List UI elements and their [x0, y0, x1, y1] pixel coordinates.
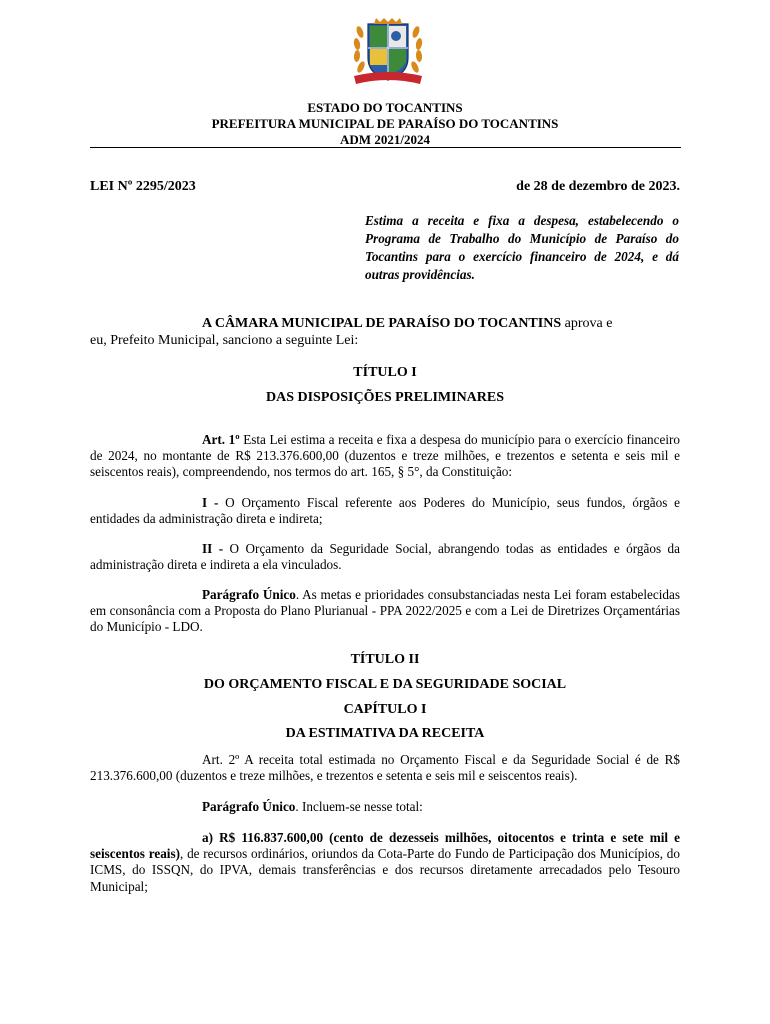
art1-text: Esta Lei estima a receita e fixa a despesa do município para o exercício financeiro de 2024, no montante de R$ 213.376.600,00 (duzentos e treze milhões, e trezentos e setenta e seis mil e seiscentos reais), compreendendo, nos termos do art. 165, § 5°, da Constituição:	[90, 432, 680, 480]
titulo2-subtitle: DO ORÇAMENTO FISCAL E DA SEGURIDADE SOCIAL	[203, 677, 567, 692]
alinea-a-bold: a) R$ 116.837.600,00 (cento de dezesseis milhões, oitocentos e trinta e sete mil e seiscentos reais)	[90, 830, 680, 862]
preamble	[90, 315, 680, 349]
art2-text: Art. 2º A receita total estimada no Orçamento Fiscal e da Seguridade Social é de R$ 213.376.600,00 (duzentos e treze milhões, e trezentos e setenta e seis mil e seiscentos reais).	[90, 752, 680, 784]
capitulo1-heading: CAPÍTULO I	[343, 702, 427, 717]
header-line-adm: ADM 2021/2024	[340, 132, 430, 147]
preamble-text2: eu, Prefeito Municipal, sanciono a seguinte Lei:	[90, 333, 359, 348]
paragrafo1-label: Parágrafo Único	[202, 587, 296, 602]
preamble-bold: A CÂMARA MUNICIPAL DE PARAÍSO DO TOCANTINS	[202, 316, 562, 331]
art1-paragraph	[90, 432, 680, 481]
art2-paragraph	[90, 752, 680, 784]
alinea-a-paragraph	[90, 830, 680, 895]
inciso1-label: I -	[202, 495, 219, 510]
paragrafo2-label: Parágrafo Único	[202, 799, 296, 814]
header-line-state: ESTADO DO TOCANTINS	[307, 100, 463, 115]
capitulo1-subtitle: DA ESTIMATIVA DA RECEITA	[285, 726, 485, 741]
paragrafo-unico-2	[90, 799, 680, 815]
header-line-prefeitura: PREFEITURA MUNICIPAL DE PARAÍSO DO TOCANTINS	[211, 116, 559, 131]
paragrafo-unico-1	[90, 587, 680, 636]
law-date: de 28 de dezembro de 2023.	[516, 179, 680, 194]
paragrafo2-text: . Incluem-se nesse total:	[295, 799, 423, 814]
titulo2-heading: TÍTULO II	[350, 652, 420, 667]
titulo1-heading: TÍTULO I	[353, 365, 417, 380]
paragrafo1-text: . As metas e prioridades consubstanciadas nesta Lei foram estabelecidas em consonância com a Proposta do Plano Plurianual - PPA 2022/2025 e com a Lei de Diretrizes Orçamentárias do Município - LDO.	[90, 587, 680, 635]
municipal-seal-logo	[348, 18, 428, 90]
inciso2-paragraph	[90, 541, 680, 573]
header-divider	[90, 147, 681, 148]
inciso2-label: II -	[202, 541, 224, 556]
preamble-text1: aprova e	[561, 316, 613, 331]
law-number: LEI Nº 2295/2023	[90, 179, 196, 194]
inciso1-text: O Orçamento Fiscal referente aos Poderes do Município, seus fundos, órgãos e entidades da administração direta e indireta;	[90, 495, 680, 527]
inciso1-paragraph	[90, 495, 680, 527]
titulo1-subtitle: DAS DISPOSIÇÕES PRELIMINARES	[265, 390, 505, 405]
law-ementa: Estima a receita e fixa a despesa, estabelecendo o Programa de Trabalho do Município de Paraíso do Tocantins para o exercício financeiro de 2024, e dá outras providências.	[365, 213, 679, 282]
art1-label: Art. 1º	[202, 432, 240, 447]
alinea-a-text: , de recursos ordinários, oriundos da Cota-Parte do Fundo de Participação dos Municípios, do ICMS, do ISSQN, do IPVA, demais transferências e dos recursos diretamente arrecadados pelo Tesouro Municipal;	[90, 846, 680, 894]
inciso2-text: O Orçamento da Seguridade Social, abrangendo todas as entidades e órgãos da administração direta e indireta a ela vinculados.	[90, 541, 680, 573]
